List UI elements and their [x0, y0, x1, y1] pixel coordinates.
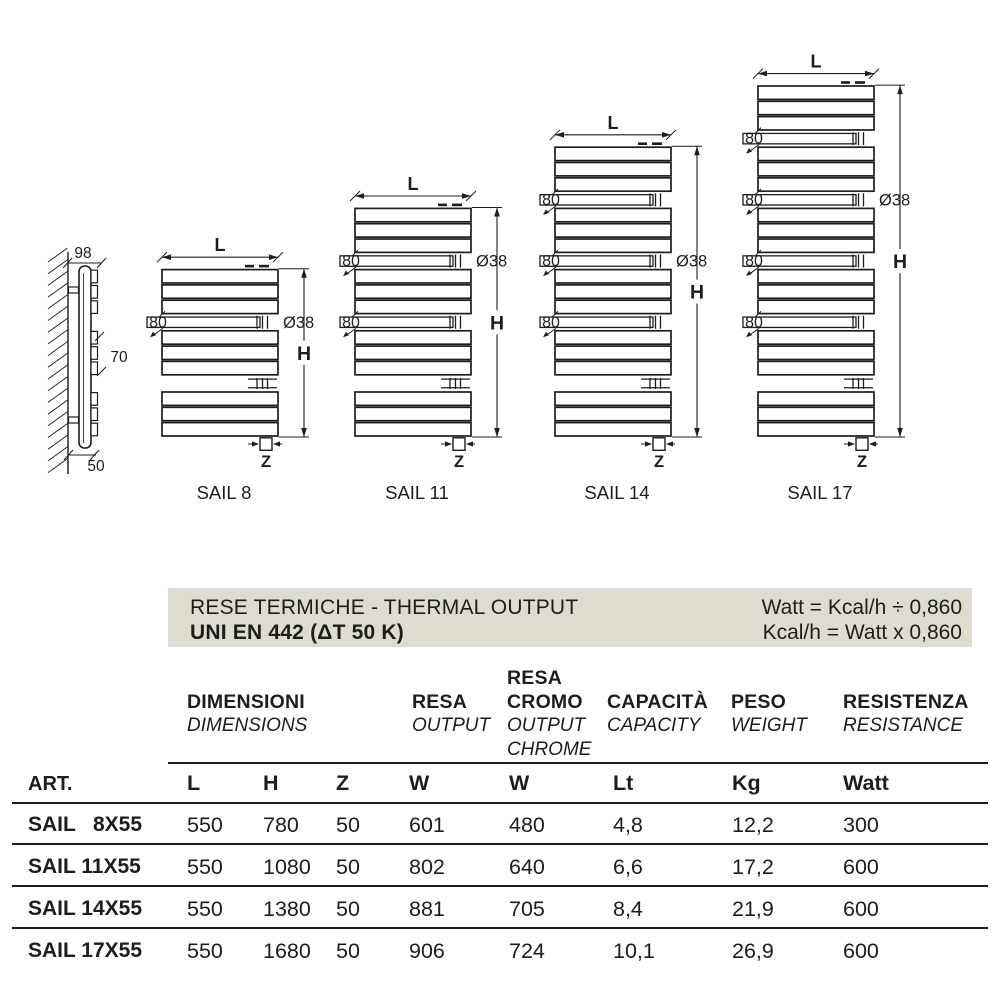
spec-row-sail-17x55: SAIL 17X55 550 1680 50 906 724 10,1 26,9 600 [28, 939, 879, 963]
art-header: ART. [28, 773, 73, 795]
band-title [190, 595, 578, 645]
wall-offset-label: 80 [542, 253, 560, 271]
wall-offset-label: 80 [745, 130, 763, 148]
wall-offset-label: 80 [149, 314, 167, 332]
rule-under-headers [168, 762, 988, 764]
diameter-label: Ø38 [283, 313, 315, 332]
model-name-label: SAIL 8 [196, 482, 252, 503]
diameter-label: Ø38 [676, 252, 708, 271]
side-mid-label: 70 [110, 349, 128, 366]
model-name-label: SAIL 14 [584, 482, 650, 503]
side-depth-label: 98 [74, 245, 92, 262]
side-bottom-label: 50 [87, 458, 105, 475]
spec-row-sail-8x55: SAIL 8X55 550 780 50 601 480 4,8 12,2 300 [28, 813, 879, 837]
units-row: ART. L H Z W W Lt Kg Watt [12, 771, 990, 796]
length-label: L [214, 235, 226, 256]
bottom-offset-label: Z [260, 453, 272, 471]
radiator-sail-11 [340, 174, 507, 503]
height-label: H [489, 312, 505, 335]
wall-offset-label: 80 [542, 314, 560, 332]
row-separator [12, 927, 988, 929]
header-resistenza: RESISTENZA RESISTANCE [843, 691, 969, 736]
formula-kcal: Kcal/h = Watt x 0,860 [762, 621, 962, 644]
band-title-line2: UNI EN 442 (ΔT 50 K) [190, 621, 404, 644]
wall-offset-label: 80 [342, 253, 360, 271]
height-label: H [892, 251, 908, 274]
height-label: H [689, 281, 705, 304]
rule-under-units [12, 802, 988, 804]
bottom-offset-label: Z [856, 453, 868, 471]
height-label: H [296, 342, 312, 365]
header-resa-cromo: RESA CROMO OUTPUT CHROME [507, 667, 592, 760]
header-resa: RESA OUTPUT [412, 691, 491, 736]
wall-offset-label: 80 [745, 191, 763, 209]
wall-offset-label: 80 [745, 253, 763, 271]
wall-offset-label: 80 [542, 191, 560, 209]
bottom-offset-label: Z [453, 453, 465, 471]
length-label: L [407, 174, 419, 194]
diameter-label: Ø38 [476, 252, 508, 271]
row-separator [12, 843, 988, 845]
diameter-label: Ø38 [879, 191, 911, 210]
model-name-label: SAIL 17 [787, 482, 853, 503]
band-formulas [762, 595, 962, 645]
length-label: L [810, 51, 822, 72]
header-dimensioni: DIMENSIONI DIMENSIONS [187, 691, 308, 736]
thermal-output-band [168, 588, 972, 647]
row-separator [12, 885, 988, 887]
header-peso: PESO WEIGHT [731, 691, 807, 736]
spec-row-sail-11x55: SAIL 11X55 550 1080 50 802 640 6,6 17,2 600 [28, 855, 879, 879]
radiator-sail-8 [147, 235, 314, 503]
band-title-line1: RESE TERMICHE - THERMAL OUTPUT [190, 596, 579, 619]
radiator-sail-17 [743, 52, 910, 503]
side-view [48, 245, 128, 475]
spec-row-sail-14x55: SAIL 14X55 550 1380 50 881 705 8,4 21,9 600 [28, 897, 879, 921]
formula-watt: Watt = Kcal/h ÷ 0,860 [761, 596, 962, 619]
radiator-sail-14 [540, 113, 707, 503]
length-label: L [607, 112, 619, 133]
header-capacita: CAPACITÀ CAPACITY [607, 691, 708, 736]
wall-offset-label: 80 [745, 314, 763, 332]
bottom-offset-label: Z [653, 453, 665, 471]
wall-offset-label: 80 [342, 314, 360, 332]
model-name-label: SAIL 11 [385, 482, 449, 503]
